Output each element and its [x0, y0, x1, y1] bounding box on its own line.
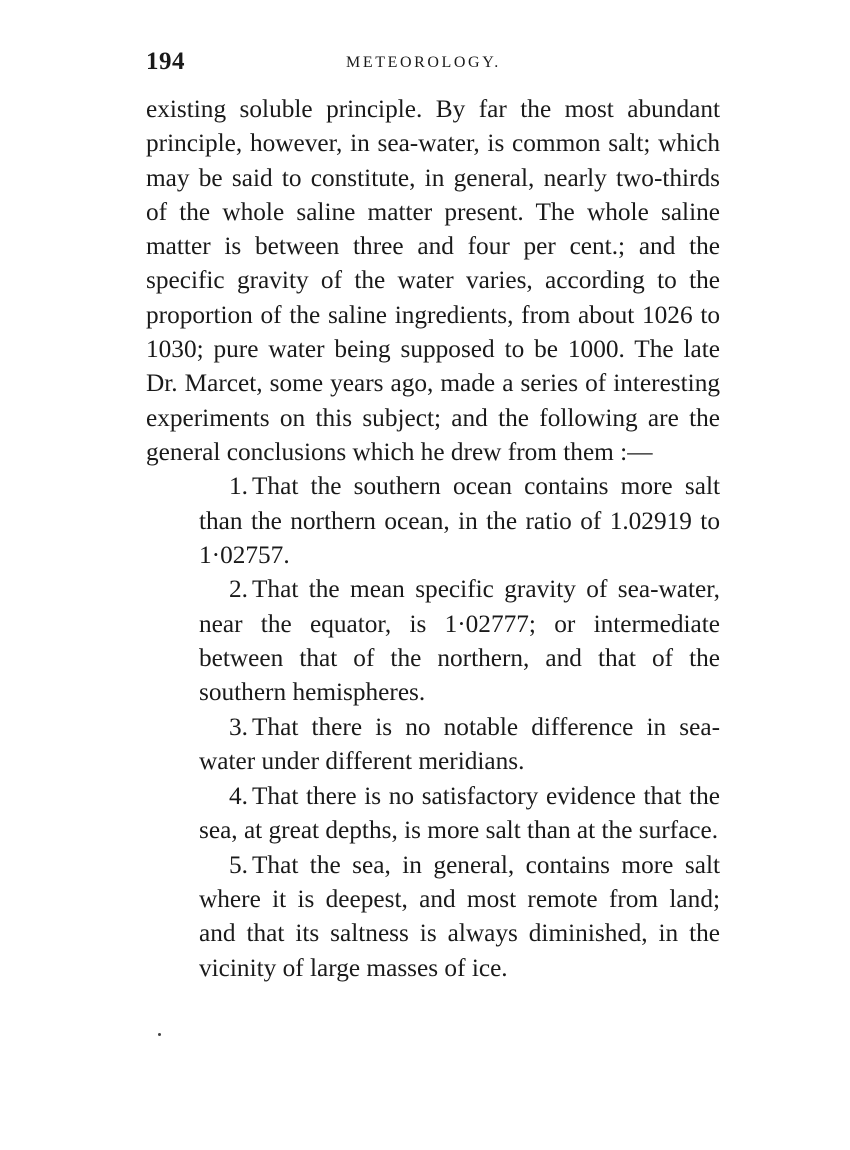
conclusion-text: That the sea, in general, contains more salt where it is deepest, and most remote from land; and that its saltness is always diminished, in the vicinity of large masses of ice.	[199, 850, 720, 982]
conclusion-text: That the southern ocean contains more salt than the northern ocean, in the ratio of 1.02919 to 1·02757.	[199, 472, 720, 569]
conclusion-text: That the mean specific gravity of sea-water, near the equator, is 1·02777; or intermediate between that of the northern, and that of the southern hemispheres.	[199, 575, 720, 707]
conclusion-item	[199, 848, 720, 985]
conclusion-number: 1.	[229, 472, 248, 501]
conclusion-number: 5.	[229, 850, 248, 879]
intro-paragraph: existing soluble principle. By far the most abundant principle, however, in sea-water, is common salt; which may be said to constitute, in general, nearly two-thirds of the whole saline matter present. The whole saline matter is between three and four per cent.; and the specific gravity of the water varies, according to the proportion of the saline ingredients, from about 1026 to 1030; pure water being supposed to be 1000. The late Dr. Marcet, some years ago, made a series of interesting experiments on this subject; and the following are the general conclusions which he drew from them :—	[146, 95, 720, 466]
print-speck	[158, 1033, 161, 1036]
conclusion-number: 2.	[229, 575, 248, 604]
conclusion-item	[199, 779, 720, 848]
conclusion-number: 3.	[229, 712, 248, 741]
running-head	[146, 48, 720, 78]
page-number: 194	[146, 48, 185, 75]
conclusion-item	[199, 710, 720, 779]
body-text	[146, 92, 720, 985]
conclusions-list	[146, 469, 720, 985]
conclusion-item	[199, 572, 720, 709]
conclusion-number: 4.	[229, 781, 248, 810]
running-title: METEOROLOGY.	[346, 54, 501, 71]
conclusion-text: That there is no satisfactory evidence that the sea, at great depths, is more salt than at the surface.	[199, 781, 720, 845]
conclusion-item	[199, 469, 720, 572]
conclusion-text: That there is no notable difference in sea-water under different meridians.	[199, 712, 720, 776]
